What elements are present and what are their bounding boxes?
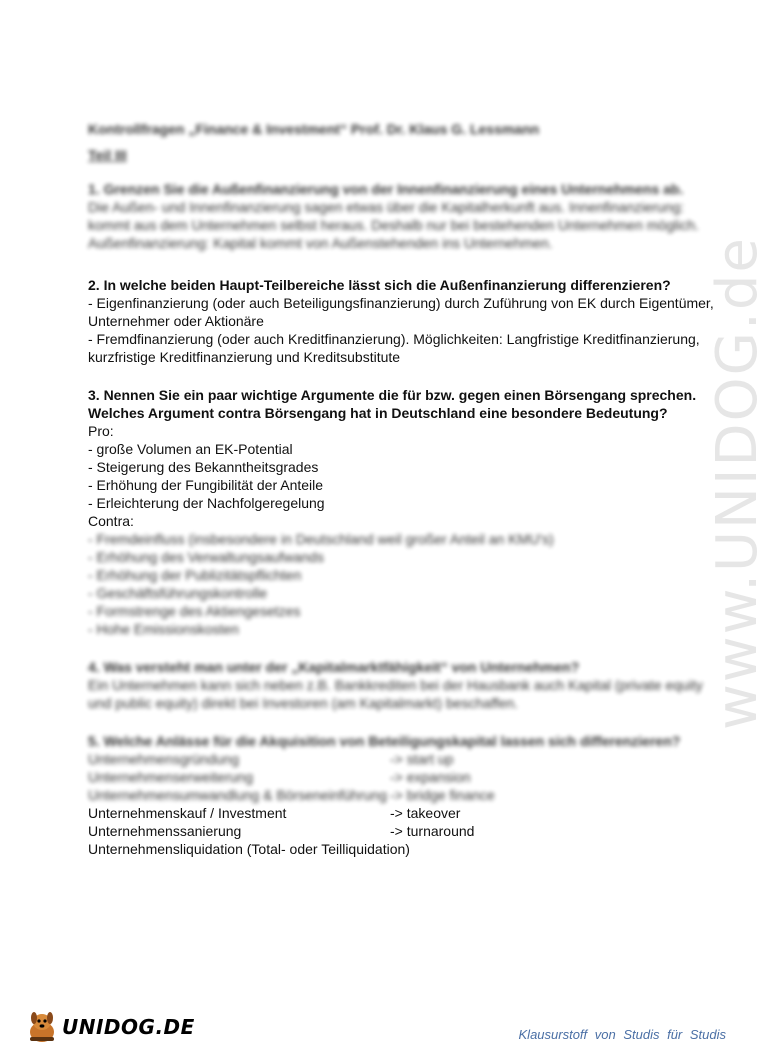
- pro-item: - Steigerung des Bekanntheitsgrades: [88, 459, 319, 475]
- term: -> turnaround: [390, 823, 475, 839]
- financing-row: [88, 804, 698, 822]
- answer-2-line: kurzfristige Kreditfinanzierung und Kreditsubstitute: [88, 349, 401, 365]
- occasion: Unternehmenssanierung: [88, 823, 242, 839]
- occasion: Unternehmenskauf / Investment: [88, 805, 287, 821]
- contra-item: - Erhöhung des Verwaltungsaufwands: [88, 549, 324, 565]
- footer-slogan: Klausurstoff von Studis für Studis: [518, 1027, 726, 1042]
- blurred-section: [88, 530, 703, 804]
- watermark: www.UNIDOG.de: [705, 236, 770, 730]
- question-1: 1. Grenzen Sie die Außenfinanzierung von der Innenfinanzierung eines Unternehmens ab.: [88, 181, 684, 197]
- blurred-header: [88, 120, 698, 252]
- answer-4-line: und public equity) direkt bei Investoren (am Kapitalmarkt) beschaffen.: [88, 695, 519, 711]
- pro-item: - Erhöhung der Fungibilität der Anteile: [88, 477, 324, 493]
- logo-text: UNIDOG.DE: [62, 1015, 195, 1039]
- pro-label: Pro:: [88, 423, 114, 439]
- term: -> expansion: [390, 769, 471, 785]
- answer-1-line: kommt aus dem Unternehmen selbst heraus. Deshalb nur bei bestehenden Unternehmen möglich.: [88, 217, 699, 233]
- term: -> start up: [390, 751, 454, 767]
- occasion: Unternehmensgründung: [88, 751, 239, 767]
- pro-item: - Erleichterung der Nachfolgeregelung: [88, 495, 325, 511]
- answer-2-line: Unternehmer oder Aktionäre: [88, 313, 264, 329]
- financing-row: [88, 786, 698, 804]
- unidog-logo[interactable]: [24, 1010, 195, 1044]
- question-3-line: 3. Nennen Sie ein paar wichtige Argumente die für bzw. gegen einen Börsengang sprechen.: [88, 387, 697, 403]
- question-5: 5. Welche Anlässe für die Akquisition von Beteiligungskapital lassen sich differenzieren?: [88, 733, 681, 749]
- answer-2-line: - Fremdfinanzierung (oder auch Kreditfinanzierung). Möglichkeiten: Langfristige Kreditfinanzierung,: [88, 331, 700, 347]
- contra-item: - Hohe Emissionskosten: [88, 621, 239, 637]
- answer-1-line: Die Außen- und Innenfinanzierung sagen etwas über die Kapitalherkunft aus. Innenfinanzierung:: [88, 199, 685, 215]
- question-4: 4. Was versteht man unter der „Kapitalmarktfähigkeit“ von Unternehmen?: [88, 659, 580, 675]
- occasion: Unternehmensumwandlung & Börseneinführung: [88, 787, 387, 803]
- financing-row: [88, 768, 698, 786]
- contra-item: - Fremdeinfluss (insbesondere in Deutschland weil großer Anteil an KMU's): [88, 531, 554, 547]
- document-title: Kontrollfragen „Finance & Investment“ Prof. Dr. Klaus G. Lessmann: [88, 121, 540, 137]
- contra-label: Contra:: [88, 513, 134, 529]
- liquidation-line: Unternehmensliquidation (Total- oder Teilliquidation): [88, 841, 410, 857]
- pro-item: - große Volumen an EK-Potential: [88, 441, 293, 457]
- financing-row: [88, 822, 698, 840]
- question-3-line: Welches Argument contra Börsengang hat in Deutschland eine besondere Bedeutung?: [88, 405, 668, 421]
- contra-item: - Erhöhung der Publizitätspflichten: [88, 567, 302, 583]
- dog-mascot-icon: [24, 1010, 60, 1044]
- answer-1-line: Außenfinanzierung: Kapital kommt von Außenstehenden ins Unternehmen.: [88, 235, 553, 251]
- answer-2-line: - Eigenfinanzierung (oder auch Beteiligungsfinanzierung) durch Zuführung von EK durch Eigentümer,: [88, 295, 714, 311]
- document-content: [88, 120, 714, 858]
- part-heading: Teil III: [88, 147, 127, 163]
- question-2: 2. In welche beiden Haupt-Teilbereiche lässt sich die Außenfinanzierung differenzieren?: [88, 277, 671, 293]
- term: -> bridge finance: [390, 787, 495, 803]
- contra-item: - Formstrenge des Aktiengesetzes: [88, 603, 301, 619]
- contra-item: - Geschäftsführungskontrolle: [88, 585, 267, 601]
- financing-row: [88, 750, 698, 768]
- occasion: Unternehmenserweiterung: [88, 769, 253, 785]
- term: -> takeover: [390, 805, 461, 821]
- answer-4-line: Ein Unternehmen kann sich neben z.B. Bankkrediten bei der Hausbank auch Kapital (private equity: [88, 677, 703, 693]
